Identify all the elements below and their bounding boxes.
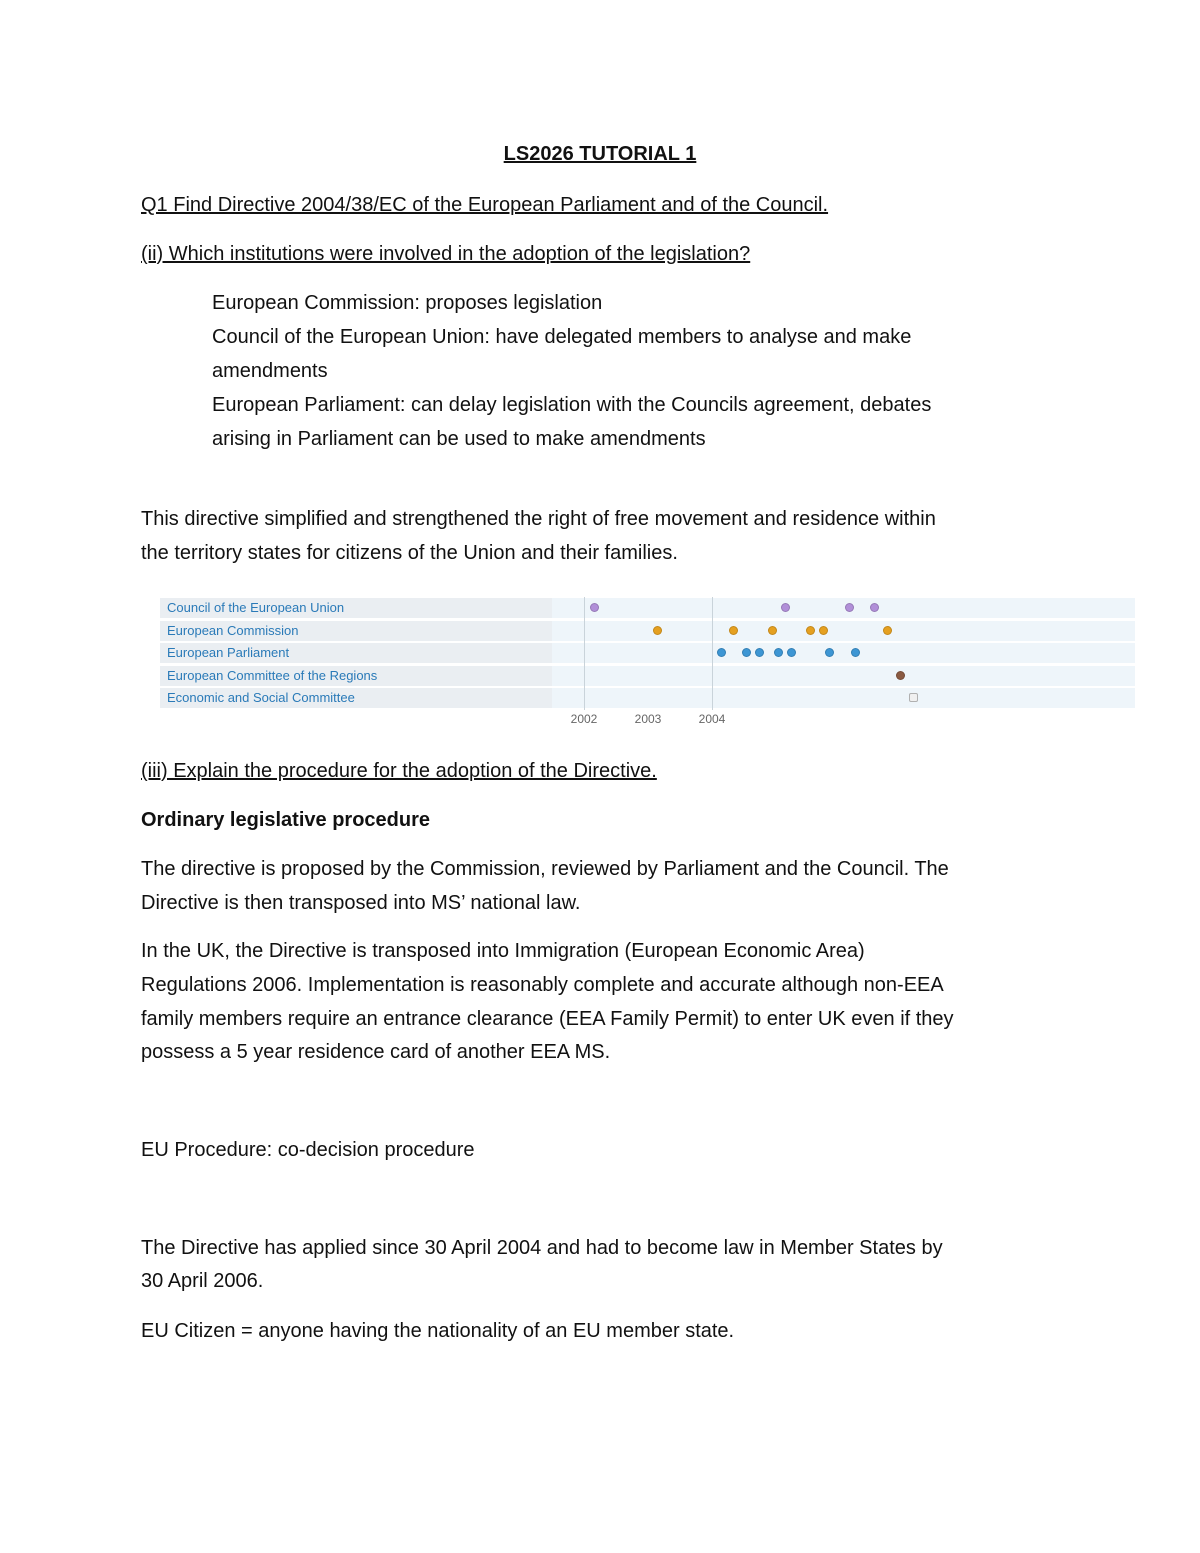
chart-row xyxy=(160,666,1135,686)
chart-event-dot[interactable] xyxy=(883,626,892,635)
chart-category-label: European Parliament xyxy=(167,645,290,661)
chart-gridline xyxy=(712,597,713,710)
procedure-line: The directive is proposed by the Commission, reviewed by Parliament and the Council. The xyxy=(141,858,949,880)
chart-event-dot[interactable] xyxy=(845,603,854,612)
eu-procedure: EU Procedure: co-decision procedure xyxy=(141,1139,475,1161)
chart-gridline xyxy=(584,597,585,710)
chart-x-tick: 2002 xyxy=(570,712,598,726)
chart-event-dot[interactable] xyxy=(781,603,790,612)
chart-event-dot[interactable] xyxy=(909,693,918,702)
chart-row xyxy=(160,688,1135,708)
chart-category-label: Economic and Social Committee xyxy=(167,690,355,706)
applied-line: 30 April 2006. xyxy=(141,1270,264,1292)
chart-event-dot[interactable] xyxy=(729,626,738,635)
document-title: LS2026 TUTORIAL 1 xyxy=(503,143,697,165)
institution-line: amendments xyxy=(212,360,328,382)
chart-event-dot[interactable] xyxy=(896,671,905,680)
institution-line: arising in Parliament can be used to make amendments xyxy=(212,428,706,450)
chart-x-tick: 2004 xyxy=(698,712,726,726)
chart-row xyxy=(160,598,1135,618)
chart-category-label: European Committee of the Regions xyxy=(167,667,378,683)
procedure-line: Directive is then transposed into MS’ national law. xyxy=(141,892,581,914)
procedure-heading: Ordinary legislative procedure xyxy=(141,809,430,831)
chart-x-tick: 2003 xyxy=(634,712,662,726)
uk-line: possess a 5 year residence card of another EEA MS. xyxy=(141,1041,611,1063)
institutions-list xyxy=(212,286,931,456)
chart-event-dot[interactable] xyxy=(717,648,726,657)
applied-line: The Directive has applied since 30 April 2004 and had to become law in Member States by xyxy=(141,1237,943,1259)
chart-event-dot[interactable] xyxy=(590,603,599,612)
uk-line: In the UK, the Directive is transposed into Immigration (European Economic Area) xyxy=(141,940,865,962)
chart-category-label: Council of the European Union xyxy=(167,600,345,615)
chart-category-label: European Commission xyxy=(167,622,299,638)
citizen-definition: EU Citizen = anyone having the nationality of an EU member state. xyxy=(141,1320,735,1342)
uk-line: family members require an entrance clearance (EEA Family Permit) to enter UK even if they xyxy=(141,1008,954,1030)
institution-line: Council of the European Union: have delegated members to analyse and make xyxy=(212,326,912,348)
chart-event-dot[interactable] xyxy=(768,626,777,635)
institution-line: European Commission: proposes legislation xyxy=(212,292,603,314)
chart-event-dot[interactable] xyxy=(806,626,815,635)
chart-event-dot[interactable] xyxy=(653,626,662,635)
institution-line: European Parliament: can delay legislation with the Councils agreement, debates xyxy=(212,394,932,416)
question-iii: (iii) Explain the procedure for the adoption of the Directive. xyxy=(141,760,657,782)
summary-line: the territory states for citizens of the Union and their families. xyxy=(141,542,678,564)
chart-event-dot[interactable] xyxy=(819,626,828,635)
institution-timeline-chart xyxy=(160,597,1136,732)
uk-line: Regulations 2006. Implementation is reasonably complete and accurate although non-EEA xyxy=(141,974,944,996)
question-ii: (ii) Which institutions were involved in the adoption of the legislation? xyxy=(141,243,751,265)
chart-row xyxy=(160,643,1135,663)
summary-line: This directive simplified and strengthened the right of free movement and residence within xyxy=(141,508,936,530)
question-1: Q1 Find Directive 2004/38/EC of the European Parliament and of the Council. xyxy=(141,194,829,216)
chart-row xyxy=(160,621,1135,641)
